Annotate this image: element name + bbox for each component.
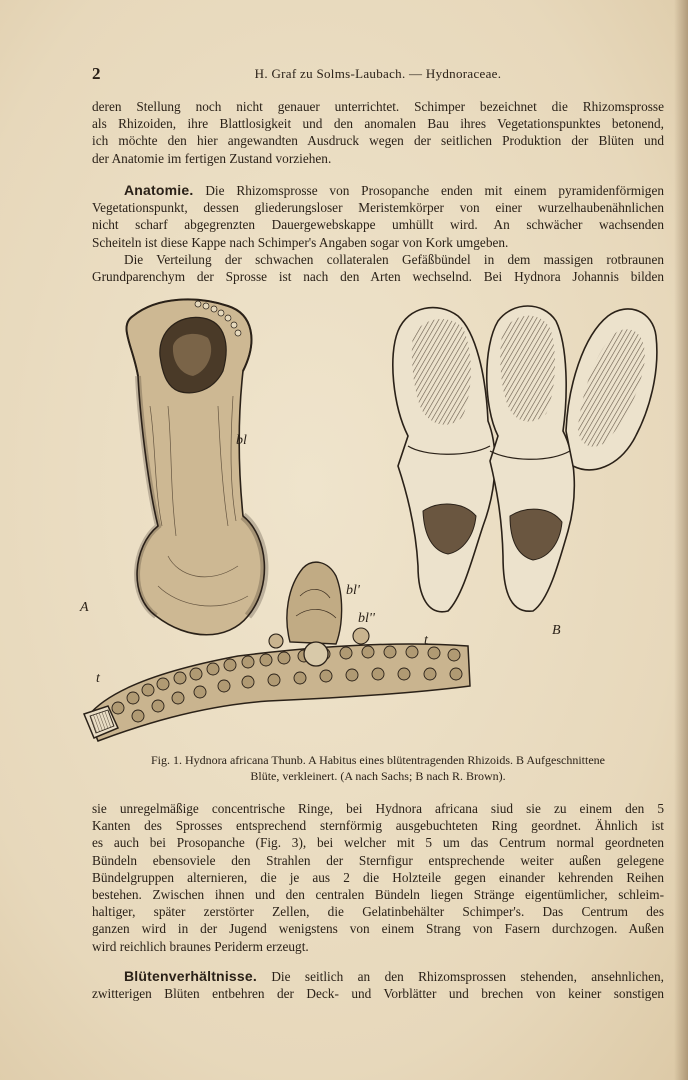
figure-hydnora	[78, 296, 668, 746]
text-line: als Rhizoiden, ihre Blattlosigkeit und den anomalen Bau ihres Vegetationspunktes betonend,	[92, 116, 664, 132]
text-line: Die seitlich an den Rhizomsprossen stehenden, ansehnlichen,	[271, 969, 664, 984]
running-title: H. Graf zu Solms-Laubach. — Hydnoraceae.	[254, 66, 502, 81]
label-bl: bl	[236, 433, 247, 448]
label-bl-double-prime: bl''	[358, 611, 375, 626]
text-line: deren Stellung noch nicht genauer unterrichtet. Schimper bezeichnet die Rhizomsprosse	[92, 99, 664, 114]
paragraph-intro	[92, 98, 664, 167]
section-anatomie	[92, 182, 664, 285]
text-line: zwitterigen Blüten entbehren der Deck- und Vorblätter und brechen von keiner sonstigen	[92, 986, 664, 1002]
text-line: Vegetationspunkt, dessen gliederungsloser Meristemkörper von einer wurzelhaubenähnlichen	[92, 200, 664, 216]
paragraph-continued	[92, 800, 664, 955]
text-line: Scheiteln ist diese Kappe nach Schimper's Angaben sogar von Kork umgeben.	[92, 234, 509, 250]
flower-bud-bl1	[287, 562, 342, 644]
text-line: der Anatomie im fertigen Zustand vorziehen.	[92, 150, 332, 166]
caption-line: Fig. 1. Hydnora africana Thunb. A Habitus eines blütentragenden Rhizoids. B Aufgeschnittene	[150, 753, 606, 767]
text-line-with-heading	[92, 182, 664, 199]
text-line: bestehen. Zwischen ihnen und den centralen Bündeln liegen Stränge eigentümlicher, schleim-	[92, 887, 664, 903]
label-t-right: t	[424, 633, 428, 648]
text-line-with-heading	[92, 968, 664, 985]
figure-b-cut-flower	[393, 306, 657, 612]
text-line: Bündeln ebensoviele den Strahlen der Sternfigur entsprechende weiter außen gelegene	[92, 852, 664, 868]
text-line: nicht scharf abgegrenzten Dauergewebskappe umhüllt wird. An schwächer wachsenden	[92, 217, 664, 233]
section-heading-anatomie: Anatomie.	[124, 182, 194, 198]
label-t-left: t	[96, 671, 100, 686]
section-bluetenverhaeltnisse	[92, 968, 664, 1002]
text-line: wird reichlich braunes Periderm erzeugt.	[92, 938, 309, 954]
text-line: es auch bei Prosopanche (Fig. 3), bei welcher mit 5 um das Centrum normal geordneten	[92, 835, 664, 851]
page-header	[92, 64, 664, 84]
text-line: ganzen wird in der Jugend wenigstens von einem Strang von Fasern durchzogen. Außen	[92, 921, 664, 937]
label-b: B	[552, 623, 561, 638]
text-line: Die Verteilung der schwachen collateralen Gefäßbündel in dem massigen rotbraunen	[124, 251, 664, 267]
label-a: A	[80, 600, 89, 615]
page-number: 2	[92, 64, 101, 83]
flower-bud-bl2	[304, 642, 328, 666]
text-line: Die Rhizomsprosse von Prosopanche enden mit einem pyramidenförmigen	[205, 183, 664, 198]
figure-caption	[92, 752, 664, 784]
caption-line: Blüte, verkleinert. (A nach Sachs; B nach R. Brown).	[250, 769, 506, 783]
section-heading-bluetenverhaeltnisse: Blütenverhältnisse.	[124, 968, 257, 984]
text-line: haltiger, später zerstörter Zellen, die Gelatinbehälter Schimper's. Das Centrum des	[92, 904, 664, 920]
page-edge-shadow	[674, 0, 688, 1080]
text-line: sie unregelmäßige concentrische Ringe, bei Hydnora africana siud sie zu einem den 5	[92, 801, 664, 816]
text-line: Kanten des Sprosses entsprechend sternförmig ausgebuchteten Ring geordnet. Ähnlich ist	[92, 818, 664, 834]
figure-illustration	[78, 296, 668, 746]
text-line: Bündelgruppen alternieren, die je aus 2 die Holzteile gegen einander kehrenden Reihen	[92, 869, 664, 885]
text-line: Grundparenchym der Sprosse ist nach den Arten wechselnd. Bei Hydnora Johannis bilden	[92, 269, 664, 285]
text-line: ich möchte den hier angewandten Ausdruck wegen der seitlichen Produktion der Blüten und	[92, 133, 664, 149]
label-bl-prime: bl'	[346, 583, 360, 598]
